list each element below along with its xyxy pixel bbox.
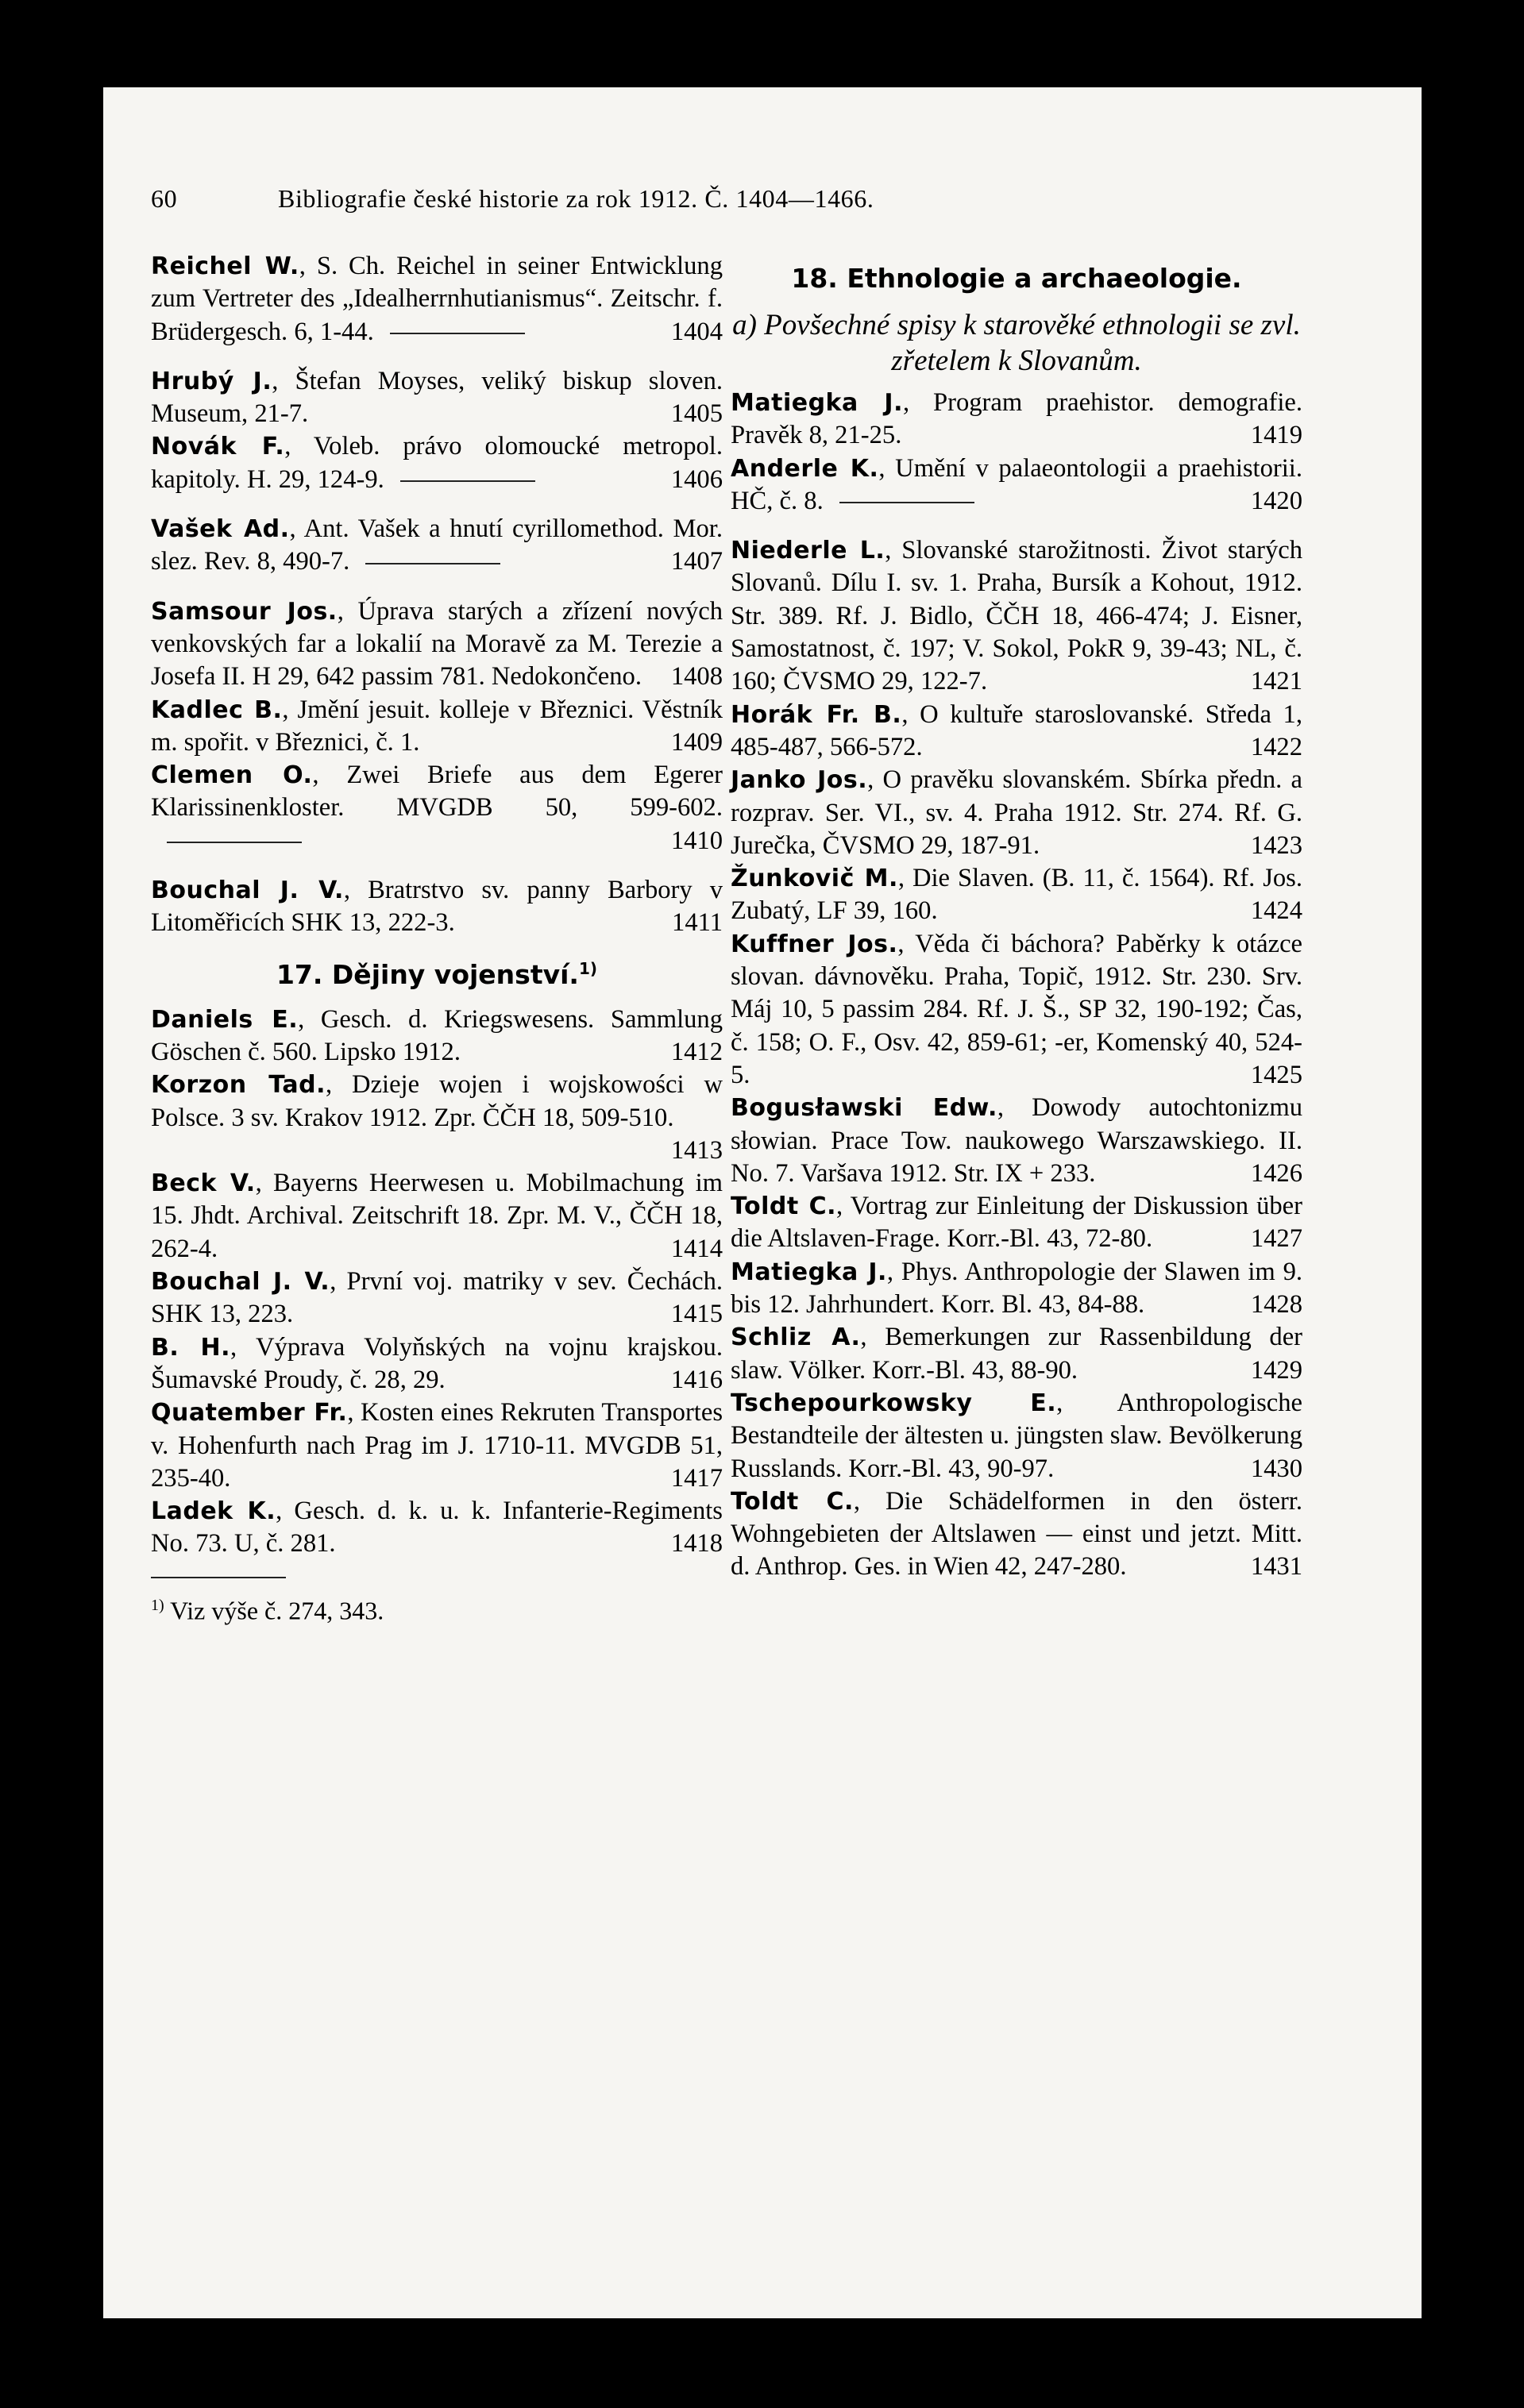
entry-number: 1415 [670, 1300, 723, 1329]
entry-text: , Kosten eines Rekruten Transportes v. Hohenfurth nach Prag im J. 1710-11. MVGDB 51, 235-40. [151, 1398, 723, 1493]
left-entries-military [151, 1004, 723, 1561]
entry-author: Toldt C. [731, 1487, 854, 1516]
entry-author: Niederle L. [731, 537, 885, 565]
entry-author: Kadlec B. [151, 695, 283, 724]
entry-text: , Anthropologische Bestandteile der ältesten u. jüngsten slaw. Bevölkerung Russlands. Korr.-Bl. 43, 90-97. [731, 1388, 1303, 1483]
entry-author: Schliz A. [731, 1323, 861, 1352]
entry-author: Horák Fr. B. [731, 700, 902, 729]
entry-text: , Voleb. právo olomoucké metropol. kapitoly. H. 29, 124-9. [151, 432, 723, 494]
entry-separator-rule [390, 333, 525, 334]
entry-text: , Bayerns Heerwesen u. Mobilmachung im 15. Jhdt. Archival. Zeitschrift 18. Zpr. M. V., ČČH 18, 262-4. [151, 1169, 723, 1263]
entry-text: , Jmění jesuit. kolleje v Březnici. Věstník m. spořit. v Březnici, č. 1. [151, 695, 723, 757]
bibliography-entry [731, 1092, 1302, 1190]
right-entries [731, 387, 1302, 1584]
entry-text: , Slovanské starožitnosti. Život starých Slovanů. Dílu I. sv. 1. Praha, Bursík a Kohout, 1912. Str. 389. Rf. J. Bidlo, ČČH 18, 466-474; J. Eisner, Samostatnost, č. 197; V. Sokol, PokR 9, 39-43; NL, č. 160; ČVSMO 29, 122-7. [731, 536, 1302, 696]
bibliography-entry [731, 1485, 1302, 1584]
entry-number: 1421 [1250, 667, 1302, 696]
left-entries [151, 250, 723, 940]
entry-author: Bouchal J. V. [151, 1268, 330, 1296]
bibliography-entry [151, 250, 723, 349]
entry-text: , Úprava starých a zřízení nových venkovských far a lokalií na Moravě za M. Terezie a Josefa II. H 29, 642 passim 781. Nedokončeno. [151, 596, 723, 692]
entry-number: 1424 [1250, 896, 1302, 926]
entry-number: 1410 [670, 826, 723, 855]
entry-number: 1413 [670, 1135, 723, 1165]
entry-number: 1427 [1250, 1224, 1302, 1254]
bibliography-entry [151, 1495, 723, 1561]
entry-separator-rule [400, 480, 535, 482]
bibliography-entry [151, 430, 723, 496]
footnote-ref: 1) [578, 958, 598, 978]
entry-author: Clemen O. [151, 761, 313, 790]
entry-author: Matiegka J. [731, 389, 903, 417]
entry-separator-rule [839, 502, 974, 503]
entry-author: Daniels E. [151, 1005, 299, 1034]
footnote-mark: 1) [151, 1596, 164, 1614]
bibliography-entry [731, 453, 1302, 518]
bibliography-entry [731, 387, 1302, 453]
bibliography-entry [151, 365, 723, 431]
bibliography-entry [151, 1397, 723, 1495]
subsection-heading: a) Povšechné spisy k starověké ethnologii se zvl. zřetelem k Slovanům. [732, 309, 1301, 377]
entry-number: 1419 [1250, 421, 1302, 450]
entry-text: , Zwei Briefe aus dem Egerer Klarissinenkloster. MVGDB 50, 599-602. [151, 761, 723, 823]
entry-author: Vašek Ad. [151, 515, 290, 544]
bibliography-entry [731, 1256, 1302, 1322]
entry-text: , Výprava Volyňských na vojnu krajskou. Šumavské Proudy, č. 28, 29. [151, 1332, 723, 1394]
entry-text: , Štefan Moyses, veliký biskup sloven. Museum, 21-7. [151, 366, 723, 429]
entry-author: Beck V. [151, 1169, 256, 1198]
bibliography-entry [731, 1190, 1302, 1256]
entry-number: 1408 [670, 662, 723, 692]
bibliography-entry [731, 1321, 1302, 1387]
entry-text: , Vortrag zur Einleitung der Diskussion über die Altslaven-Frage. Korr.-Bl. 43, 72-80. [731, 1192, 1302, 1254]
entry-number: 1404 [670, 317, 723, 346]
entry-number: 1416 [670, 1365, 723, 1394]
entry-author: Hrubý J. [151, 367, 272, 395]
entry-number: 1420 [1250, 486, 1302, 515]
entry-author: Janko Jos. [731, 766, 868, 795]
entry-text: , Bratrstvo sv. panny Barbory v Litoměřicích SHK 13, 222-3. [151, 876, 723, 938]
bibliography-entry [731, 928, 1302, 1092]
entry-gap [731, 518, 1302, 534]
entry-number: 1422 [1250, 732, 1302, 761]
entry-number: 1406 [670, 464, 723, 494]
entry-number: 1431 [1250, 1552, 1302, 1582]
entry-text: , Gesch. d. Kriegswesens. Sammlung Göschen č. 560. Lipsko 1912. [151, 1004, 723, 1066]
right-column [731, 250, 1302, 1584]
entry-author: Bouchal J. V. [151, 877, 344, 905]
entry-text: , Bemerkungen zur Rassenbildung der slaw. Völker. Korr.-Bl. 43, 88-90. [731, 1323, 1302, 1385]
entry-number: 1412 [670, 1037, 723, 1066]
bibliography-entry [151, 759, 723, 857]
bibliography-entry [731, 1387, 1302, 1485]
entry-author: Tschepourkowsky E. [731, 1389, 1057, 1417]
entry-number: 1414 [670, 1234, 723, 1263]
entry-separator-rule [167, 842, 302, 843]
bibliography-entry [151, 1331, 723, 1397]
entry-author: Toldt C. [731, 1192, 837, 1221]
entry-author: Anderle K. [731, 454, 879, 483]
entry-text: , Věda či báchora? Paběrky k otázce slovan. dávnověku. Praha, Topič, 1912. Str. 230. Srv. Máj 10, 5 passim 284. Rf. J. Š., SP 32, 190-192; Čas, č. 158; O. F., Osv. 42, 859-61; -er, Komenský 40, 524-5. [731, 929, 1302, 1089]
entry-text: , První voj. matriky v sev. Čechách. SHK 13, 223. [151, 1267, 723, 1329]
bibliography-entry [731, 534, 1302, 698]
entry-number: 1426 [1250, 1158, 1302, 1188]
entry-number: 1423 [1250, 830, 1302, 860]
bibliography-entry [731, 764, 1302, 862]
entry-number: 1405 [670, 399, 723, 429]
entry-author: B. H. [151, 1333, 231, 1362]
entry-text: , Umění v palaeontologii a praehistorii. HČ, č. 8. [731, 453, 1302, 515]
page-header [151, 184, 1247, 214]
entry-number: 1429 [1250, 1355, 1302, 1385]
entry-text: , Dowody autochtonizmu słowian. Prace Tow. naukowego Warszawskiego. II. No. 7. Varšava 1912. Str. IX + 233. [731, 1093, 1302, 1188]
bibliography-entry [731, 862, 1302, 928]
entry-number: 1409 [670, 727, 723, 757]
entry-author: Quatember Fr. [151, 1399, 348, 1427]
entry-number: 1425 [1250, 1060, 1302, 1089]
section-title: 17. Dějiny vojenství. [276, 958, 579, 990]
entry-text: , Phys. Anthropologie der Slawen im 9. bis 12. Jahrhundert. Korr. Bl. 43, 84-88. [731, 1257, 1302, 1320]
bibliography-entry [151, 1004, 723, 1069]
entry-author: Bogusławski Edw. [731, 1094, 997, 1123]
entry-number: 1428 [1250, 1290, 1302, 1320]
page-number: 60 [151, 184, 178, 213]
entry-text: , Gesch. d. k. u. k. Infanterie-Regiments No. 73. U, č. 281. [151, 1497, 723, 1558]
bibliography-entry [731, 699, 1302, 765]
left-column [151, 250, 723, 1626]
bibliography-entry [151, 694, 723, 760]
entry-text: , Die Schädelformen in den österr. Wohngebieten der Altslawen — einst und jetzt. Mitt. d. Anthrop. Ges. in Wien 42, 247-280. [731, 1486, 1302, 1582]
footnote [151, 1589, 723, 1627]
entry-text: , Program praehistor. demografie. Pravěk 8, 21-25. [731, 388, 1302, 450]
footnote-text: Viz výše č. 274, 343. [164, 1596, 384, 1625]
entry-author: Samsour Jos. [151, 597, 338, 626]
section-heading-18: 18. Ethnologie a archaeologie. [791, 263, 1242, 294]
entry-author: Korzon Tad. [151, 1071, 326, 1100]
entry-number: 1407 [670, 547, 723, 576]
entry-text: , O pravěku slovanském. Sbírka předn. a rozprav. Ser. VI., sv. 4. Praha 1912. Str. 274. Rf. G. Jurečka, ČVSMO 29, 187-91. [731, 765, 1302, 860]
footnote-rule [151, 1577, 286, 1578]
bibliography-entry [151, 1266, 723, 1331]
entry-gap [151, 349, 723, 365]
entry-separator-rule [365, 563, 500, 564]
entry-author: Novák F. [151, 433, 285, 461]
entry-text: , S. Ch. Reichel in seiner Entwicklung zum Vertreter des „Idealherrnhutianismus“. Zeitschr. f. Brüdergesch. 6, 1-44. [151, 252, 723, 346]
entry-number: 1418 [670, 1529, 723, 1558]
bibliography-entry [151, 595, 723, 694]
entry-text: , O kultuře staroslovanské. Středa 1, 485-487, 566-572. [731, 699, 1302, 761]
entry-number: 1430 [1250, 1454, 1302, 1483]
entry-author: Matiegka J. [731, 1258, 887, 1286]
bibliography-entry [151, 1069, 723, 1167]
entry-author: Žunkovič M. [731, 865, 898, 893]
entry-gap [151, 857, 723, 874]
running-title: Bibliografie české historie za rok 1912. Č. 1404—1466. [278, 184, 874, 213]
entry-text: , Die Slaven. (B. 11, č. 1564). Rf. Jos. Zubatý, LF 39, 160. [731, 864, 1302, 926]
entry-text: , Dzieje wojen i wojskowości w Polsce. 3 sv. Krakov 1912. Zpr. ČČH 18, 509-510. [151, 1070, 723, 1132]
bibliography-entry [151, 874, 723, 940]
bibliography-entry [151, 513, 723, 579]
bibliography-entry [151, 1167, 723, 1266]
entry-gap [151, 496, 723, 513]
entry-author: Kuffner Jos. [731, 930, 898, 958]
entry-number: 1417 [670, 1463, 723, 1493]
entry-text: , Ant. Vašek a hnutí cyrillomethod. Mor. slez. Rev. 8, 490-7. [151, 514, 723, 576]
entry-gap [151, 579, 723, 595]
section-heading-17 [151, 951, 723, 992]
entry-author: Reichel W. [151, 252, 299, 280]
entry-author: Ladek K. [151, 1497, 276, 1526]
entry-number: 1411 [672, 908, 723, 938]
